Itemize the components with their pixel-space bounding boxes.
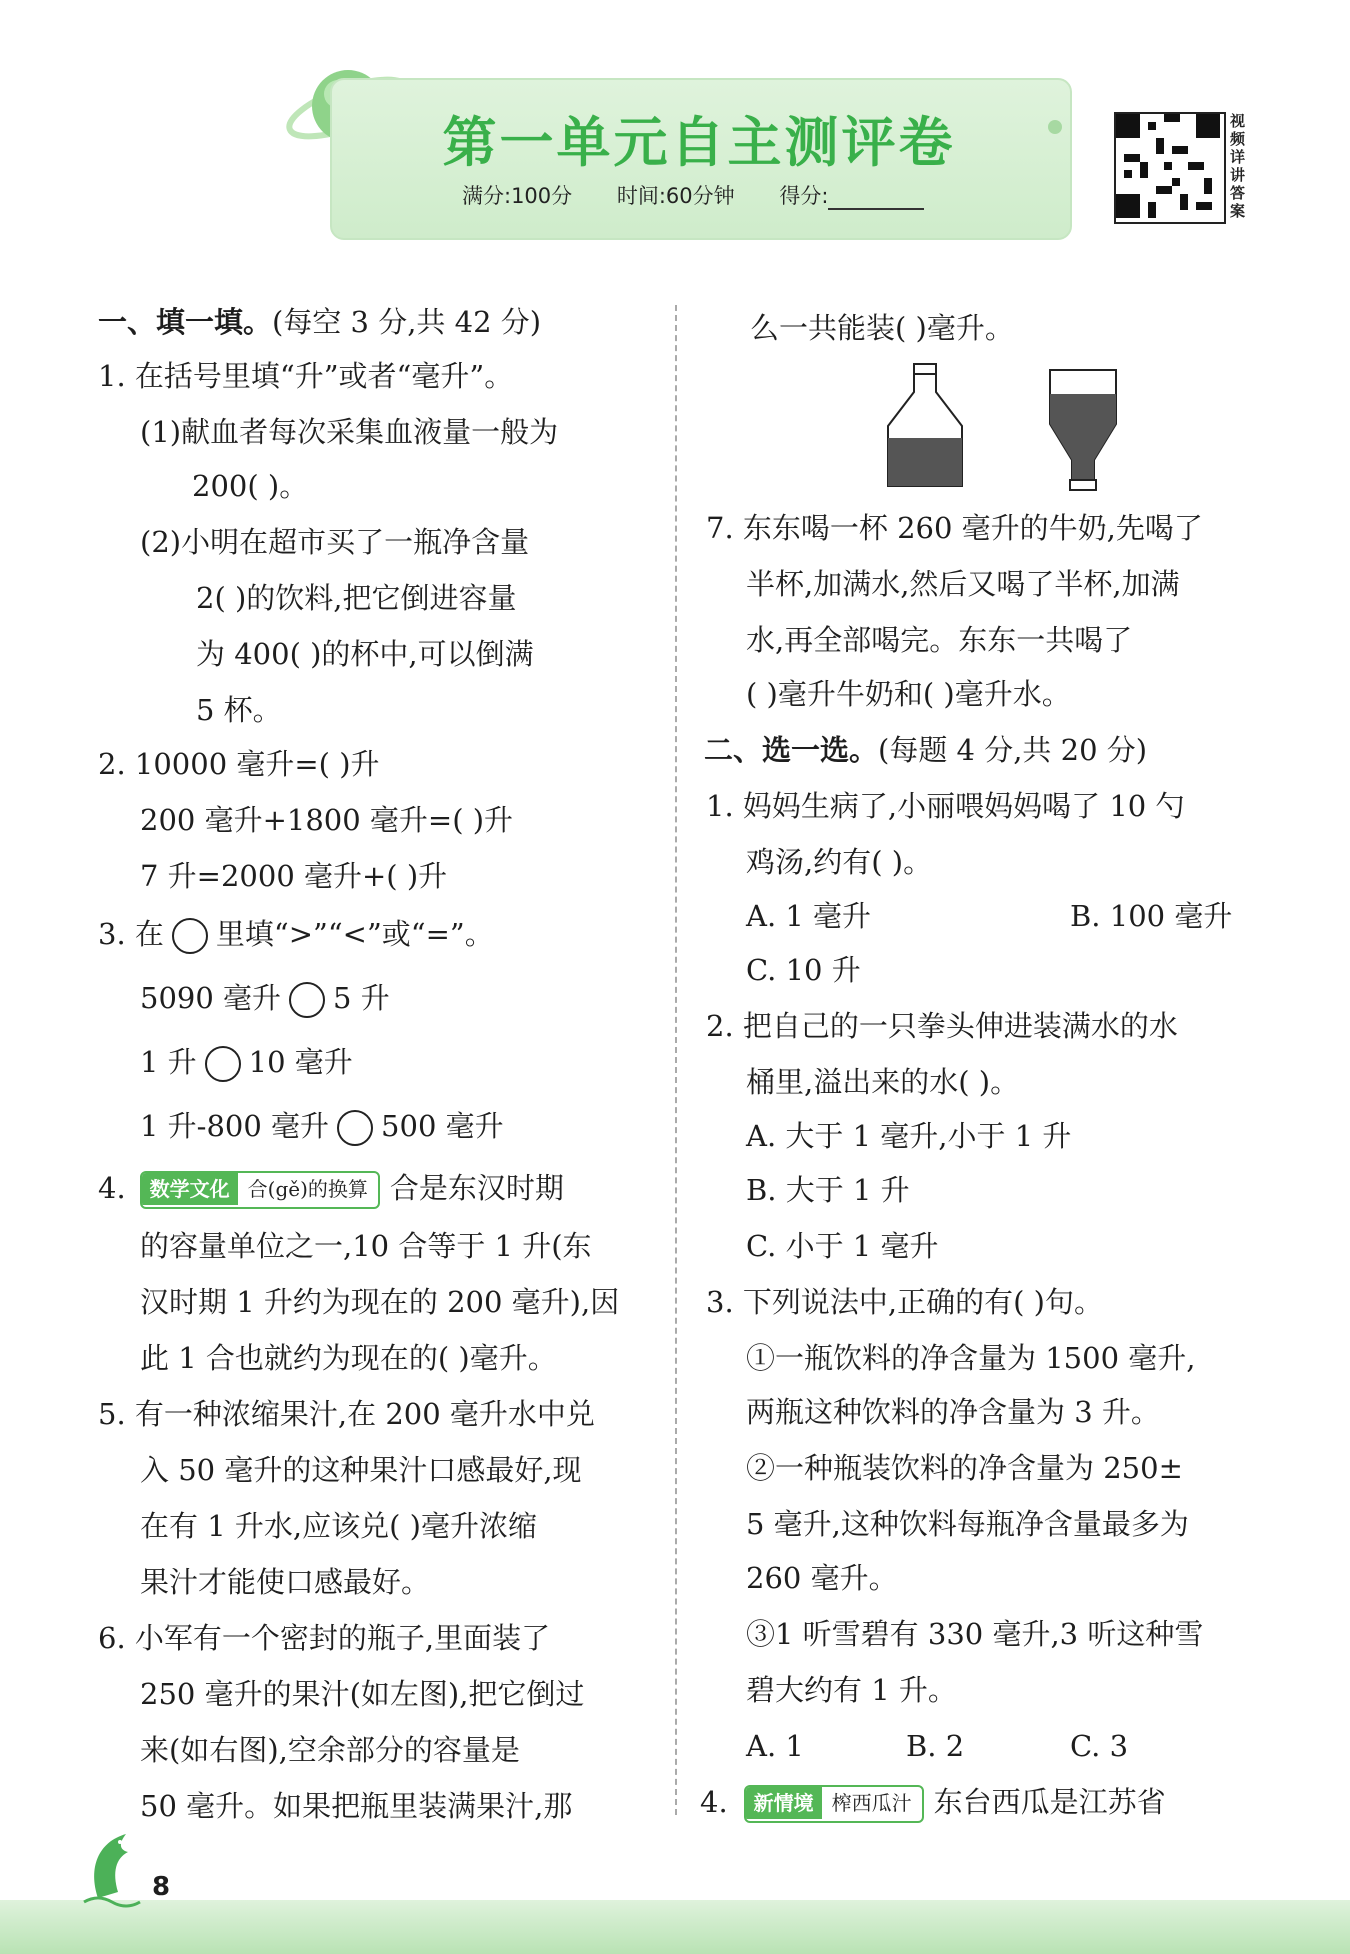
q1-1-text-cont: 200( )。 — [192, 469, 309, 503]
q6-line5: 么一共能装( )毫升。 — [750, 311, 1014, 345]
q2-line1: 2. 10000 毫升=( )升 — [98, 747, 380, 781]
mc3-statement-1-cont: 两瓶这种饮料的净含量为 3 升。 — [746, 1395, 1160, 1429]
math-culture-tag: 数学文化 合(gě)的换算 — [140, 1171, 380, 1209]
mc3-statement-3-cont: 碧大约有 1 升。 — [746, 1673, 957, 1707]
q6-line2: 250 毫升的果汁(如左图),把它倒过 — [140, 1677, 585, 1711]
mc3-statement-2: ②一种瓶装饮料的净含量为 250± — [746, 1451, 1183, 1485]
q6-line1: 6. 小军有一个密封的瓶子,里面装了 — [98, 1621, 551, 1655]
q4-line2: 的容量单位之一,10 合等于 1 升(东 — [140, 1229, 592, 1263]
q3-prompt: 3. 在 里填“>”“<”或“=”。 — [98, 914, 494, 954]
page-number: 8 — [152, 1872, 171, 1902]
footer-band — [0, 1900, 1350, 1954]
mc2-option-b[interactable]: B. 大于 1 升 — [746, 1173, 910, 1207]
q4-line4: 此 1 合也就约为现在的( )毫升。 — [140, 1341, 557, 1375]
q6-line3: 来(如右图),空余部分的容量是 — [140, 1733, 520, 1767]
bottle-illustration — [880, 362, 1130, 492]
page-title: 第一单元自主测评卷 — [442, 111, 956, 174]
exam-meta — [462, 180, 1000, 210]
q1-prompt: 1. 在括号里填“升”或者“毫升”。 — [98, 359, 514, 393]
q1-2-text-cont2: 为 400( )的杯中,可以倒满 — [196, 637, 534, 671]
mc3-option-b[interactable]: B. 2 — [906, 1729, 965, 1763]
q4-line1: 4. 数学文化 合(gě)的换算 合是东汉时期 — [98, 1168, 564, 1209]
q6-line4: 50 毫升。如果把瓶里装满果汁,那 — [140, 1789, 573, 1823]
q1-2-text-cont3: 5 杯。 — [196, 693, 282, 727]
mc3-statement-1: ①一瓶饮料的净含量为 1500 毫升, — [746, 1341, 1196, 1375]
section-2-heading: 二、选一选。(每题 4 分,共 20 分) — [704, 733, 1148, 767]
q3-compare-2: 1 升 10 毫升 — [140, 1042, 353, 1082]
score-blank — [828, 186, 924, 210]
mc1-option-c[interactable]: C. 10 升 — [746, 953, 861, 987]
mc4-line1: 4. 新情境 榨西瓜汁 东台西瓜是江苏省 — [700, 1782, 1166, 1823]
q3-compare-1: 5090 毫升 5 升 — [140, 978, 390, 1018]
blank-circle-icon — [172, 918, 208, 954]
q5-line2: 入 50 毫升的这种果汁口感最好,现 — [140, 1453, 582, 1487]
upright-bottle-icon — [888, 364, 962, 486]
mc1-option-b[interactable]: B. 100 毫升 — [1070, 899, 1233, 933]
q4-line3: 汉时期 1 升约为现在的 200 毫升),因 — [140, 1285, 620, 1319]
new-context-tag: 新情境 榨西瓜汁 — [744, 1785, 924, 1823]
column-divider — [675, 305, 677, 1815]
compare-circle-3[interactable] — [337, 1110, 373, 1146]
mc3-option-c[interactable]: C. 3 — [1070, 1729, 1129, 1763]
mc3-option-a[interactable]: A. 1 — [746, 1729, 804, 1763]
inverted-bottle-icon — [1050, 370, 1116, 490]
mc1-option-a[interactable]: A. 1 毫升 — [746, 899, 872, 933]
q1-2-text-cont: 2( )的饮料,把它倒进容量 — [196, 581, 517, 615]
compare-circle-2[interactable] — [205, 1046, 241, 1082]
mc3-line1: 3. 下列说法中,正确的有( )句。 — [706, 1285, 1103, 1319]
q5-line1: 5. 有一种浓缩果汁,在 200 毫升水中兑 — [98, 1397, 595, 1431]
q5-line4: 果汁才能使口感最好。 — [140, 1565, 431, 1599]
q7-line2: 半杯,加满水,然后又喝了半杯,加满 — [746, 567, 1180, 601]
q7-line3: 水,再全部喝完。东东一共喝了 — [746, 623, 1133, 657]
q7-line1: 7. 东东喝一杯 260 毫升的牛奶,先喝了 — [706, 511, 1203, 545]
section-1-note: (每空 3 分,共 42 分) — [272, 305, 542, 339]
mc2-option-c[interactable]: C. 小于 1 毫升 — [746, 1229, 939, 1263]
mc2-option-a[interactable]: A. 大于 1 毫升,小于 1 升 — [746, 1119, 1072, 1153]
section-1-heading: 一、填一填。(每空 3 分,共 42 分) — [98, 305, 542, 339]
dolphin-icon — [78, 1828, 148, 1908]
compare-circle-1[interactable] — [289, 982, 325, 1018]
section-2-note: (每题 4 分,共 20 分) — [878, 733, 1148, 767]
score-field: 得分: — [779, 184, 962, 208]
q2-line3: 7 升=2000 毫升+( )升 — [140, 859, 448, 893]
qr-code-icon[interactable] — [1114, 112, 1226, 224]
mc3-statement-3: ③1 听雪碧有 330 毫升,3 听这种雪 — [746, 1617, 1204, 1651]
mc3-statement-2-cont2: 260 毫升。 — [746, 1561, 898, 1595]
time-limit: 时间:60分钟 — [616, 184, 735, 208]
q7-line4: ( )毫升牛奶和( )毫升水。 — [746, 677, 1071, 711]
q3-compare-3: 1 升-800 毫升 500 毫升 — [140, 1106, 504, 1146]
q1-2-text: (2)小明在超市买了一瓶净含量 — [140, 525, 530, 559]
mc2-line1: 2. 把自己的一只拳头伸进装满水的水 — [706, 1009, 1178, 1043]
q2-line2: 200 毫升+1800 毫升=( )升 — [140, 803, 514, 837]
mc1-line1: 1. 妈妈生病了,小丽喂妈妈喝了 10 勺 — [706, 789, 1185, 823]
q1-1-text: (1)献血者每次采集血液量一般为 — [140, 415, 559, 449]
q5-line3: 在有 1 升水,应该兑( )毫升浓缩 — [140, 1509, 537, 1543]
mc3-statement-2-cont: 5 毫升,这种饮料每瓶净含量最多为 — [746, 1507, 1189, 1541]
mc1-line2: 鸡汤,约有( )。 — [746, 845, 933, 879]
full-score: 满分:100分 — [462, 184, 573, 208]
mc2-line2: 桶里,溢出来的水( )。 — [746, 1065, 1020, 1099]
qr-label: 视频详讲答案 — [1230, 112, 1246, 220]
